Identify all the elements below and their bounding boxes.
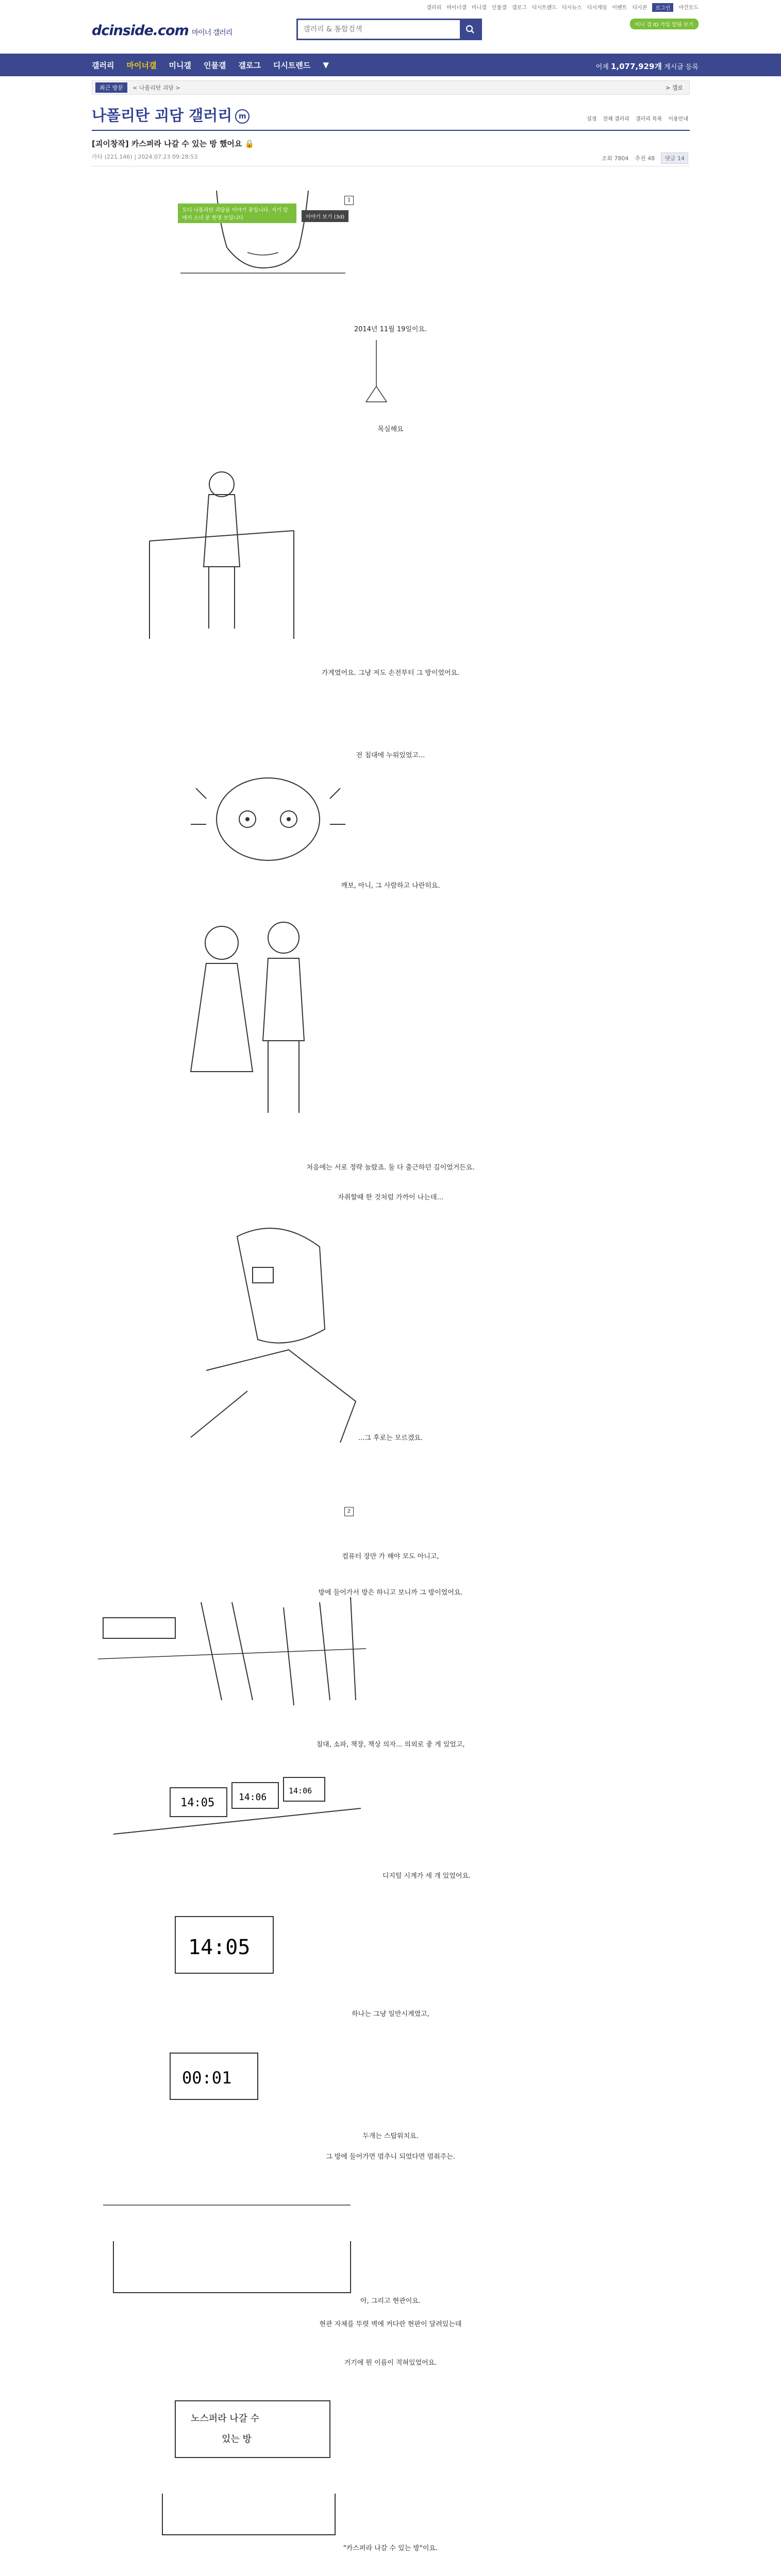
recent-right[interactable]: > 갤로 — [666, 84, 683, 91]
info-bubble[interactable]: 오디 나폴리탄 괴담을 이야기 중입니다. 저기 앞에서 소녀 분 한명 보입니다 — [178, 204, 296, 223]
comic-panel-couple — [170, 907, 335, 1123]
search-box — [296, 19, 482, 40]
clock-digits: 14:06 — [239, 1792, 267, 1803]
caption: 2014년 11월 19일이요. — [354, 326, 427, 333]
nav-more-icon[interactable]: ▼ — [323, 60, 329, 70]
top-link[interactable]: 마이너갤 — [446, 5, 467, 11]
caption: 현관 자체를 뚜렷 벽에 커다란 현판이 달려있는데 — [319, 2320, 462, 2328]
comic-panel-standing — [139, 464, 304, 639]
gallery-options — [587, 114, 688, 122]
nav-item-active[interactable]: 마이너갤 — [126, 60, 157, 70]
gallery-option[interactable]: 갤러리 목록 — [635, 116, 662, 122]
site-logo[interactable] — [92, 23, 232, 39]
top-link[interactable]: 미니갤 — [471, 5, 487, 11]
comic-panel-clocks — [113, 1767, 361, 1850]
clock-digits: 14:06 — [289, 1786, 312, 1795]
logo-main: dcinside.com — [92, 23, 189, 39]
page-marker: 2 — [344, 1507, 354, 1516]
visits-label: 어제 — [595, 63, 609, 71]
top-link[interactable]: 인물갤 — [491, 5, 507, 11]
comic-panel-lamp — [361, 340, 392, 412]
gallery-title[interactable] — [92, 104, 250, 125]
caption: 그 방에 들어가면 멈추니 되었다면 멈춰주는. — [326, 2153, 455, 2161]
search-button[interactable] — [460, 20, 480, 39]
caption: 침대, 소파, 책장, 책상 의자... 의외로 좋 게 있었고, — [316, 1741, 465, 1749]
caption: 거기에 뭔 이름이 적혀있었어요. — [344, 2359, 437, 2367]
night-badge[interactable]: 미니 갤 ID 가입 알림 보기 — [630, 19, 699, 29]
post-meta: 카타 (221.146) | 2024.07.23 09:28:53 — [92, 154, 198, 160]
top-link[interactable]: 이벤트 — [612, 5, 627, 11]
top-link[interactable]: 디시콘 — [632, 5, 647, 11]
visits-number: 1,077,929개 — [610, 62, 662, 71]
top-link[interactable]: 디시트렌드 — [531, 5, 557, 11]
comments-count[interactable]: 댓글 14 — [661, 152, 688, 164]
comic-panel-face — [175, 762, 361, 881]
caption: 처음에는 서로 정략 놀랐죠. 둘 다 출근하던 길이었거든요. — [306, 1164, 475, 1172]
likes-count: 추천 48 — [635, 155, 655, 162]
page-marker: 1 — [344, 196, 354, 205]
caption: 전 침대에 누워있었고... — [356, 752, 425, 759]
search-icon — [466, 25, 475, 34]
caption: 가게였어요. 그냥 저도 손전부터 그 방이었어요. — [321, 669, 460, 677]
comic-panel-room — [98, 1597, 366, 1710]
post-title: [괴이창작] 카스퍼라 나갈 수 있는 방 했어요 🔒 — [92, 139, 255, 148]
top-links — [426, 3, 699, 12]
sign-line: 노스퍼라 나갈 수 — [191, 2413, 260, 2424]
stopwatch-digits: 00:01 — [182, 2068, 232, 2088]
night-mode-toggle[interactable]: 야간모드 — [678, 5, 699, 11]
visits-suffix: 게시글 등록 — [664, 63, 699, 71]
gallery-title-text: 나폴리탄 괴담 갤러리 — [92, 107, 232, 124]
post-stats — [602, 152, 688, 164]
gallery-option[interactable]: 설정 — [587, 116, 597, 122]
minor-mark-icon: m — [235, 109, 250, 124]
caption: 깨보, 아니, 그 사람하고 나란히요. — [341, 882, 440, 890]
top-link[interactable]: 디시게임 — [587, 5, 607, 11]
views-count: 조회 7804 — [601, 155, 629, 162]
search-input[interactable] — [298, 20, 463, 39]
nav-item[interactable]: 미니갤 — [169, 60, 191, 70]
top-link[interactable]: 갤러리 — [426, 5, 442, 11]
visit-count — [596, 61, 699, 72]
divider — [92, 130, 690, 131]
comic-panel-stopwatch — [168, 2050, 260, 2102]
gallery-option[interactable]: 전체 갤러리 — [603, 116, 629, 122]
caption: 두개는 스탑워치요. — [362, 2132, 419, 2140]
sign-line: 있는 방 — [222, 2434, 252, 2445]
clock-digits: 14:05 — [180, 1797, 215, 1809]
caption: "카스퍼라 나갈 수 있는 방"이요. — [343, 2545, 438, 2552]
caption: 방에 들어가서 방은 하니고 보니까 그 방이었어요. — [318, 1589, 463, 1597]
nav-item[interactable]: 디시트렌드 — [273, 60, 311, 70]
comic-panel-closeup — [186, 1216, 361, 1448]
nav-item[interactable]: 갤로그 — [238, 60, 261, 70]
comic-panel-sign — [160, 2391, 345, 2545]
caption: 하나는 그냥 일반시계였고, — [352, 2010, 429, 2018]
clock-digits: 14:05 — [188, 1936, 251, 1959]
nav-item[interactable]: 인물갤 — [203, 60, 226, 70]
caption: 디지털 시계가 세 개 있었어요. — [382, 1872, 471, 1880]
story-button[interactable]: 이야기 보기 (3d) — [302, 210, 348, 222]
comic-panel-clock — [173, 1914, 276, 1976]
comic-panel-door — [103, 2164, 361, 2298]
caption: 자취할때 한 것처럼 가까이 나는데... — [338, 1194, 443, 1201]
gallery-option[interactable]: 이용안내 — [668, 116, 688, 122]
caption: 컴퓨터 장만 가 해야 모도 아니고, — [342, 1553, 439, 1561]
nav-item[interactable]: 갤러리 — [92, 60, 114, 70]
caption: 아, 그리고 현관이요. — [360, 2297, 421, 2305]
top-link[interactable]: 디시뉴스 — [562, 5, 582, 11]
login-button[interactable]: 로그인 — [652, 3, 673, 12]
main-nav — [0, 54, 781, 76]
recent-path[interactable]: < 나폴리탄 괴담 > — [132, 84, 180, 91]
recent-tag: 최근 방문 — [95, 82, 127, 93]
recent-bar — [92, 80, 690, 95]
logo-sub: 마이너 갤러리 — [191, 29, 232, 37]
caption: ...그 후로는 모르겠요. — [358, 1434, 423, 1442]
top-bar — [0, 0, 781, 13]
caption: 목실해요 — [377, 426, 404, 433]
top-link[interactable]: 갤로그 — [511, 5, 527, 11]
